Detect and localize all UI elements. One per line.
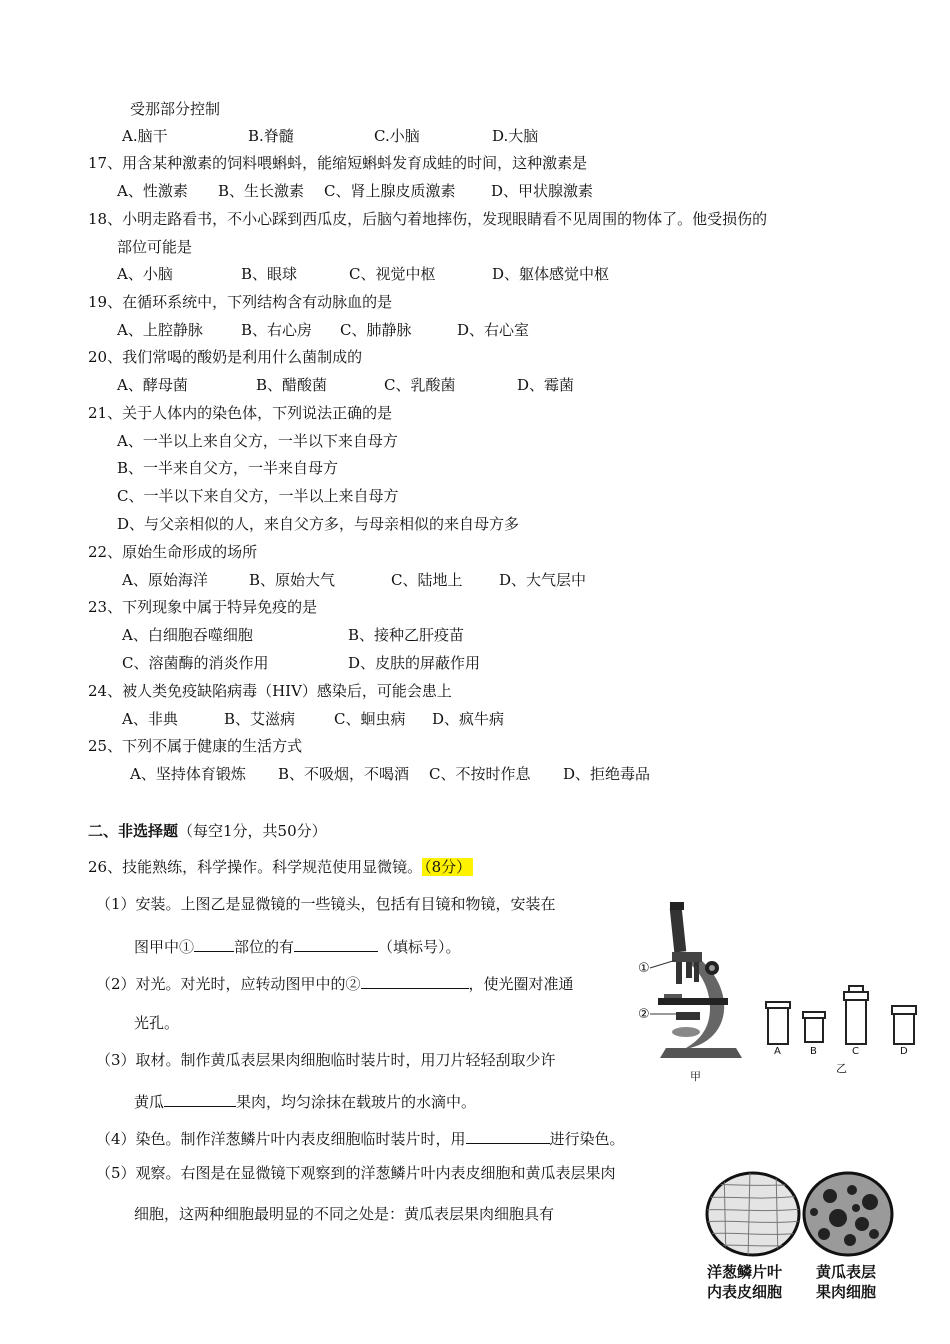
- answer-blank-4[interactable]: [164, 1090, 236, 1107]
- q19-option-c: C、肺静脉: [340, 321, 412, 339]
- q18-stem-continuation: 部位可能是: [117, 238, 193, 256]
- answer-blank-1[interactable]: [194, 935, 234, 952]
- q26-part1-line2: [134, 935, 461, 957]
- q21-option-b: B、一半来自父方，一半来自母方: [117, 459, 339, 477]
- q23-option-a: A、白细胞吞噬细胞: [122, 626, 253, 644]
- q20-option-d: D、霉菌: [517, 376, 575, 394]
- onion-cells-image: [702, 1168, 802, 1260]
- q26-part5-line2: 细胞，这两种细胞最明显的不同之处是：黄瓜表层果肉细胞具有: [134, 1205, 555, 1223]
- q25-stem: 25、下列不属于健康的生活方式: [88, 737, 303, 755]
- q26-part1-line1: （1）安装。上图乙是显微镜的一些镜头，包括有目镜和物镜，安装在: [96, 895, 556, 913]
- microscope-marker-2: ②: [638, 1007, 650, 1022]
- onion-caption-line1: 洋葱鳞片叶: [707, 1263, 783, 1281]
- q22-stem: 22、原始生命形成的场所: [88, 543, 258, 561]
- q26-part2-text-a: （2）对光。对光时，应转动图甲中的②: [96, 975, 361, 993]
- q20-stem: 20、我们常喝的酸奶是利用什么菌制成的: [88, 348, 363, 366]
- q16-option-c: C.小脑: [374, 127, 420, 145]
- q22-option-b: B、原始大气: [249, 571, 336, 589]
- answer-blank-3[interactable]: [361, 972, 469, 989]
- section-title: 二、非选择题: [88, 822, 179, 840]
- q24-option-d: D、疯牛病: [432, 710, 505, 728]
- q20-option-c: C、乳酸菌: [384, 376, 456, 394]
- cell-images-figure: [702, 1168, 898, 1260]
- lens-label-b: B: [810, 1046, 817, 1057]
- q26-part3-text-a: 黄瓜: [134, 1093, 165, 1111]
- q17-option-a: A、性激素: [117, 182, 188, 200]
- q26-part1-text-c: （填标号）。: [378, 938, 461, 956]
- onion-caption-line2: 内表皮细胞: [707, 1283, 783, 1301]
- q26-part3-line2: [134, 1090, 476, 1112]
- answer-blank-5[interactable]: [466, 1127, 550, 1144]
- q24-option-b: B、艾滋病: [224, 710, 296, 728]
- q23-stem: 23、下列现象中属于特异免疫的是: [88, 598, 318, 616]
- lens-b-icon: [803, 1012, 825, 1042]
- q26-part4-line: [96, 1127, 625, 1149]
- figure-label-jia: 甲: [690, 1070, 701, 1083]
- lens-label-d: D: [900, 1046, 908, 1057]
- q26-part2-line1: [96, 972, 574, 994]
- q17-option-c: C、肾上腺皮质激素: [324, 182, 456, 200]
- q18-stem: 18、小明走路看书，不小心踩到西瓜皮，后脑勺着地摔伤，发现眼睛看不见周围的物体了。他受损伤的: [88, 210, 768, 228]
- q19-option-d: D、右心室: [457, 321, 530, 339]
- q23-option-d: D、皮肤的屏蔽作用: [348, 654, 481, 672]
- q16-option-b: B.脊髓: [248, 127, 294, 145]
- q26-part4-text-b: 进行染色。: [549, 1130, 625, 1148]
- q26-part5-line1: （5）观察。右图是在显微镜下观察到的洋葱鳞片叶内表皮细胞和黄瓜表层果肉: [96, 1164, 616, 1182]
- answer-blank-2[interactable]: [294, 935, 378, 952]
- q21-option-c: C、一半以下来自父方，一半以上来自母方: [117, 487, 399, 505]
- q18-option-a: A、小脑: [117, 265, 173, 283]
- q16-option-d: D.大脑: [492, 127, 539, 145]
- section-heading: [88, 821, 327, 841]
- q24-option-c: C、蛔虫病: [334, 710, 406, 728]
- q17-option-d: D、甲状腺激素: [491, 182, 594, 200]
- q25-option-b: B、不吸烟，不喝酒: [278, 765, 410, 783]
- lens-d-icon: [892, 1006, 916, 1044]
- lens-label-c: C: [852, 1046, 859, 1057]
- q16-option-a: A.脑干: [122, 127, 168, 145]
- q26-stem-line: [88, 857, 473, 877]
- q25-option-d: D、拒绝毒品: [563, 765, 651, 783]
- q26-stem: 26、技能熟练，科学操作。科学规范使用显微镜。: [88, 858, 423, 876]
- microscope-figure: [630, 890, 922, 1090]
- q21-option-d: D、与父亲相似的人，来自父方多，与母亲相似的来自母方多: [117, 515, 520, 533]
- cucumber-cells-image: [804, 1173, 892, 1255]
- q18-option-d: D、躯体感觉中枢: [492, 265, 610, 283]
- q18-option-c: C、视觉中枢: [349, 265, 436, 283]
- q26-part1-text-a: 图甲中①: [134, 938, 195, 956]
- q22-option-c: C、陆地上: [391, 571, 463, 589]
- q23-option-c: C、溶菌酶的消炎作用: [122, 654, 269, 672]
- q26-score: （8分）: [424, 858, 472, 876]
- q26-part2-text-b: ，使光圈对准通: [468, 975, 574, 993]
- q23-option-b: B、接种乙肝疫苗: [348, 626, 465, 644]
- q25-option-a: A、坚持体育锻炼: [130, 765, 246, 783]
- q19-stem: 19、在循环系统中，下列结构含有动脉血的是: [88, 293, 393, 311]
- q21-option-a: A、一半以上来自父方，一半以下来自母方: [117, 432, 398, 450]
- q16-stem-continuation: 受那部分控制: [130, 100, 221, 118]
- q22-option-a: A、原始海洋: [122, 571, 208, 589]
- lens-c-icon: [844, 986, 868, 1044]
- q17-option-b: B、生长激素: [218, 182, 305, 200]
- q19-option-a: A、上腔静脉: [117, 321, 203, 339]
- q19-option-b: B、右心房: [241, 321, 313, 339]
- microscope-marker-1: ①: [638, 961, 650, 976]
- q26-part3-line1: （3）取材。制作黄瓜表层果肉细胞临时装片时，用刀片轻轻刮取少许: [96, 1051, 556, 1069]
- q17-stem: 17、用含某种激素的饲料喂蝌蚪，能缩短蝌蚪发育成蛙的时间，这种激素是: [88, 154, 588, 172]
- q22-option-d: D、大气层中: [499, 571, 587, 589]
- cucumber-caption-line2: 果肉细胞: [816, 1283, 877, 1301]
- q26-part1-text-b: 部位的有: [234, 938, 295, 956]
- lens-a-icon: [766, 1002, 790, 1044]
- lens-label-a: A: [774, 1046, 781, 1057]
- cucumber-caption-line1: 黄瓜表层: [816, 1263, 877, 1281]
- section-note: （每空1分，共50分）: [178, 822, 327, 840]
- q25-option-c: C、不按时作息: [429, 765, 531, 783]
- q20-option-a: A、酵母菌: [117, 376, 188, 394]
- q26-part4-text-a: （4）染色。制作洋葱鳞片叶内表皮细胞临时装片时，用: [96, 1130, 466, 1148]
- q24-stem: 24、被人类免疫缺陷病毒（HIV）感染后，可能会患上: [88, 682, 452, 700]
- q24-option-a: A、非典: [122, 710, 178, 728]
- q18-option-b: B、眼球: [241, 265, 298, 283]
- figure-label-yi: 乙: [836, 1062, 847, 1075]
- q21-stem: 21、关于人体内的染色体，下列说法正确的是: [88, 404, 393, 422]
- q26-part3-text-b: 果肉，均匀涂抹在载玻片的水滴中。: [236, 1093, 477, 1111]
- q20-option-b: B、醋酸菌: [256, 376, 328, 394]
- q26-part2-line2: 光孔。: [134, 1014, 180, 1032]
